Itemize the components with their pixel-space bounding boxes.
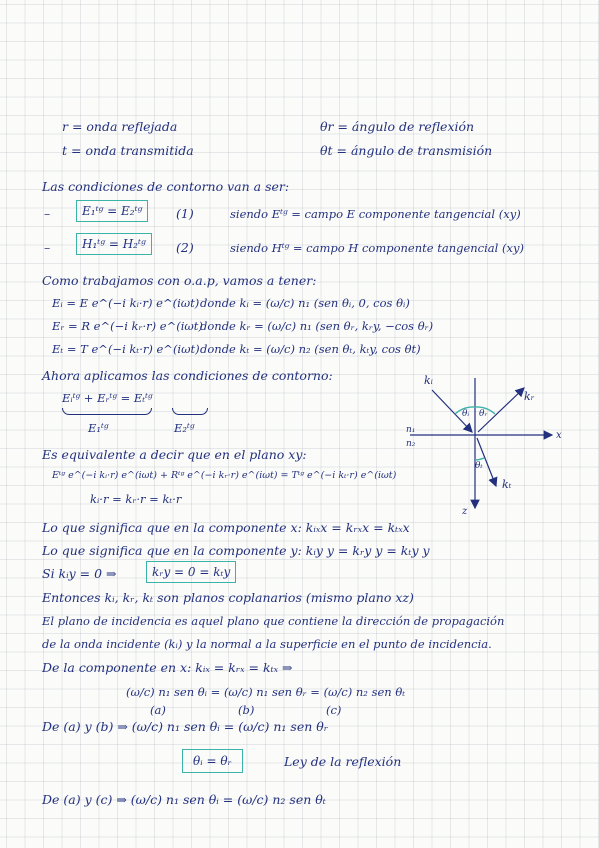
condition-1-description: siendo Eᵗᵍ = campo E componente tangencial (xy)	[230, 207, 521, 221]
diagram-kt-label: kₜ	[502, 478, 512, 491]
diagram-n2: n₂	[406, 439, 416, 449]
medium-1-field: E₁ᵗᵍ	[88, 421, 109, 435]
incident-field: Eᵢ = E e^(−i kᵢ·r) e^(iωt)	[52, 296, 200, 310]
condition-1-box: E₁ᵗᵍ = E₂ᵗᵍ	[76, 200, 148, 222]
transmitted-wavevector: donde kₜ = (ω/c) n₂ (sen θₜ, kₜy, cos θt)	[200, 342, 421, 356]
bullet-dash-2: –	[44, 240, 51, 255]
reflected-wavevector: donde kᵣ = (ω/c) n₁ (sen θᵣ, kᵣy, −cos θᵣ)	[200, 319, 434, 333]
reflected-field: Eᵣ = R e^(−i kᵣ·r) e^(iωt)	[52, 319, 203, 333]
brace-medium-2	[172, 408, 208, 415]
plane-equation: Eᵗᵍ e^(−i kᵢ·r) e^(iωt) + Rᵗᵍ e^(−i kᵣ·r) e^(iωt) = Tᵗᵍ e^(−i kₜ·r) e^(iωt)	[52, 470, 397, 481]
transmission-angle-arc	[475, 458, 484, 460]
label-a: (a)	[150, 703, 166, 717]
si-condition: Si kᵢy = 0 ⇒	[42, 566, 117, 581]
r-definition: r = onda reflejada	[62, 119, 178, 134]
ky-zero-box: kᵣy = 0 = kₜy	[146, 561, 236, 583]
label-b: (b)	[238, 703, 255, 717]
reflection-diagram	[400, 368, 570, 518]
a-b-relation: De (a) y (b) ⇒ (ω/c) n₁ sen θᵢ = (ω/c) n₁ sen θᵣ	[42, 719, 329, 734]
plano-intro: Es equivalente a decir que en el plano xy:	[42, 447, 307, 462]
component-x-line: Lo que significa que en la componente x: kᵢₓx = kᵣₓx = kₜₓx	[42, 520, 410, 535]
condition-2-box: H₁ᵗᵍ = H₂ᵗᵍ	[76, 233, 152, 255]
condition-1-number: (1)	[176, 206, 194, 221]
diagram-x-label: x	[556, 430, 562, 441]
incident-wavevector: donde kᵢ = (ω/c) n₁ (sen θᵢ, 0, cos θᵢ)	[200, 296, 410, 310]
condition-2-number: (2)	[176, 240, 194, 255]
t-definition: t = onda transmitida	[62, 143, 194, 158]
medium-2-field: E₂ᵗᵍ	[174, 421, 195, 435]
a-c-relation: De (a) y (c) ⇒ (ω/c) n₁ sen θᵢ = (ω/c) n₂ sen θₜ	[42, 792, 326, 807]
incidence-plane-def-1: El plano de incidencia es aquel plano que contiene la dirección de propagación	[42, 614, 505, 628]
reflection-law-label: Ley de la reflexión	[284, 754, 402, 769]
theta-t-definition: θt = ángulo de transmisión	[320, 143, 493, 158]
phase-equality: kᵢ·r = kᵣ·r = kₜ·r	[90, 492, 182, 506]
reflection-law-box: θᵢ = θᵣ	[182, 749, 243, 773]
component-y-line: Lo que significa que en la componente y: kᵢy y = kᵣy y = kₜy y	[42, 543, 430, 558]
diagram-theta-i: θᵢ	[462, 409, 470, 419]
theta-r-definition: θr = ángulo de reflexión	[320, 119, 475, 134]
snell-full-equation: (ω/c) n₁ sen θᵢ = (ω/c) n₁ sen θᵣ = (ω/c) n₂ sen θₜ	[126, 685, 406, 699]
diagram-kr-label: kᵣ	[524, 390, 535, 403]
brace-medium-1	[62, 408, 152, 415]
aplicacion-intro: Ahora aplicamos las condiciones de contorno:	[42, 368, 333, 383]
coplanar-statement: Entonces kᵢ, kᵣ, kₜ son planos coplanarios (mismo plano xz)	[42, 590, 414, 605]
incidence-plane-def-2: de la onda incidente (kᵢ) y la normal a la superficie en el punto de incidencia.	[42, 637, 492, 651]
diagram-z-label: z	[462, 506, 468, 517]
field-sum: Eᵢᵗᵍ + Eᵣᵗᵍ = Eₜᵗᵍ	[62, 391, 153, 405]
diagram-theta-t: θₜ	[475, 461, 483, 471]
transmitted-field: Eₜ = T e^(−i kₜ·r) e^(iωt)	[52, 342, 200, 356]
ondas-intro: Como trabajamos con o.a.p, vamos a tener:	[42, 273, 317, 288]
label-c: (c)	[326, 703, 342, 717]
diagram-theta-r: θᵣ	[479, 409, 488, 419]
condition-2-description: siendo Hᵗᵍ = campo H componente tangencial (xy)	[230, 241, 524, 255]
bullet-dash-1: –	[44, 206, 51, 221]
diagram-n1: n₁	[406, 425, 416, 435]
component-x-equality: De la componente en x: kᵢₓ = kᵣₓ = kₜₓ ⇒	[42, 660, 293, 675]
contorno-intro: Las condiciones de contorno van a ser:	[42, 179, 290, 194]
diagram-ki-label: kᵢ	[424, 374, 433, 387]
